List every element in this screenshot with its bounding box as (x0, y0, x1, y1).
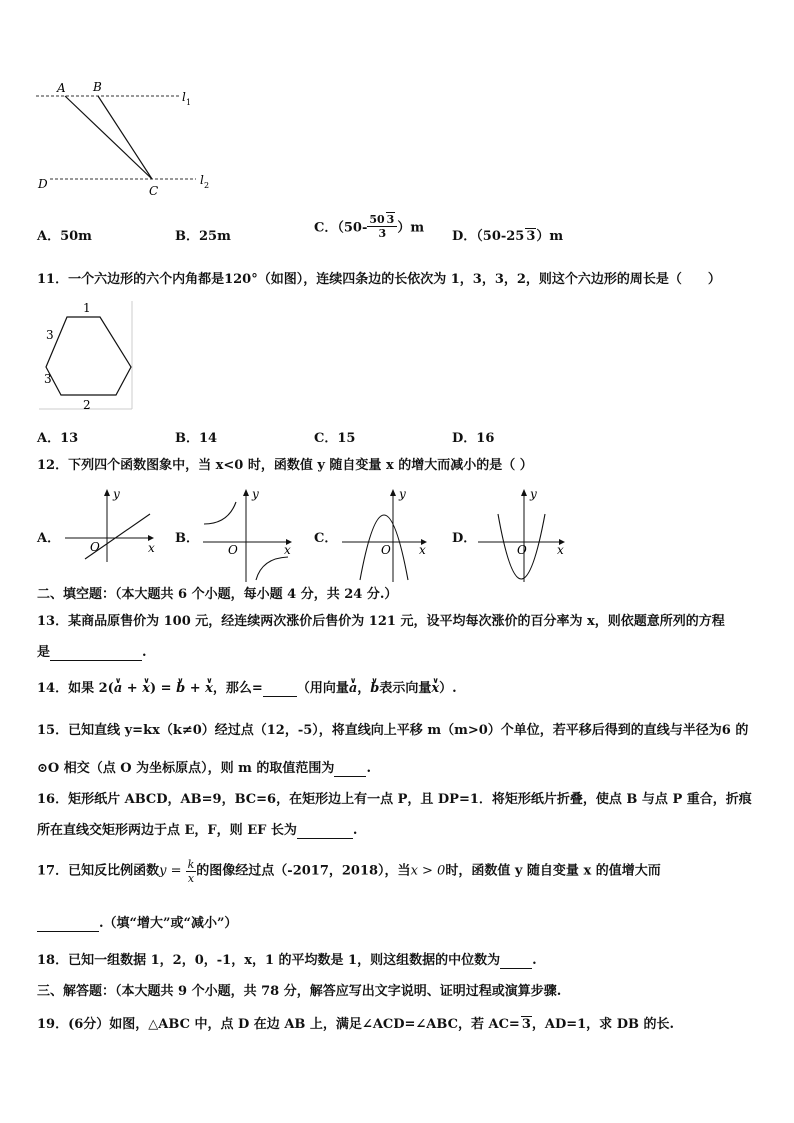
q10-c-fraction (367, 212, 397, 240)
hexagon-shape (46, 317, 131, 395)
q12-option-c: C． (314, 531, 338, 546)
q11-option-d: D．16 (452, 431, 495, 446)
q14-answer-blank[interactable] (263, 683, 297, 697)
axis-label-y: y (399, 487, 406, 501)
q10-c-suffix: ）m (397, 220, 425, 236)
q17-line2-suffix: .（填“增大”或“减小”） (99, 916, 238, 931)
q12-option-d: D． (452, 531, 477, 546)
q14-p2: ) = (149, 681, 177, 696)
q13-line2-suffix: . (142, 645, 147, 660)
origin-label: O (228, 543, 238, 557)
q17-num: k (187, 858, 195, 871)
q14-p1: 14．如果 2( (37, 681, 114, 696)
q14-vec-a: ∨ a (114, 681, 122, 697)
label-D: D (38, 177, 48, 191)
q10-c-prefix: C．（50- (314, 220, 368, 236)
q15-line2-suffix: . (366, 761, 371, 776)
y-axis-arrow (390, 489, 396, 496)
q14-p3: ，那么= (212, 681, 263, 696)
hexagon-figure (36, 297, 136, 414)
q14-plus2: + (185, 681, 206, 696)
q10-c-sqrt: 3 (386, 213, 395, 226)
label-l1: l (182, 90, 186, 104)
q16-line1: 16．矩形纸片 ABCD，AB=9，BC=6，在矩形边上有一点 P，且 DP=1．将矩形纸片折叠，使点 B 与点 P 重合，折痕 (37, 792, 752, 807)
q17-y: y (159, 863, 167, 879)
question-10-figure (30, 74, 230, 200)
axis-label-x: x (557, 543, 564, 557)
q17-answer-blank[interactable] (37, 918, 99, 932)
q18-line (37, 953, 537, 969)
q14-vec-x2: ∨ x (205, 681, 213, 697)
q12-graph-d (475, 484, 575, 584)
label-l2-sub: 2 (204, 181, 210, 190)
q15-line2 (37, 761, 371, 777)
q10-option-d (452, 225, 563, 244)
q12-option-b: B． (175, 531, 199, 546)
q13-line1: 13．某商品原售价为 100 元，经连续两次涨价后售价为 121 元，设平均每次涨价的百分率为 x，则依题意所列的方程 (37, 614, 725, 629)
q12-graph-c (337, 484, 437, 584)
axis-label-x: x (419, 543, 426, 557)
axis-label-x: x (284, 543, 291, 557)
q10-d-suffix: ）m (536, 229, 564, 244)
segment-BC (98, 96, 152, 179)
hex-label-top: 1 (83, 301, 91, 315)
q17-cond: x > 0 (410, 863, 446, 879)
section-2-heading: 二、填空题：（本大题共 6 个小题，每小题 4 分，共 24 分.） (37, 587, 398, 602)
origin-label: O (517, 543, 527, 557)
y-axis-arrow (521, 489, 527, 496)
hex-label-left-upper: 3 (46, 328, 54, 342)
q15-line1: 15．已知直线 y=kx（k≠0）经过点（12，-5），将直线向上平移 m（m>0）个单位，若平移后得到的直线与半径为6 的 (37, 723, 749, 738)
q14-p6: ）. (439, 681, 457, 696)
label-C: C (149, 184, 159, 198)
q19-prefix: 19．(6分）如图，△ABC 中，点 D 在边 AB 上，满足∠ACD=∠ABC，若 AC= (37, 1017, 520, 1032)
q19-suffix: ，AD=1，求 DB 的长. (531, 1017, 675, 1032)
axis-label-y: y (113, 487, 120, 501)
label-l1-sub: 1 (186, 98, 192, 107)
q10-d-prefix: D．（50-25 (452, 229, 525, 244)
label-A: A (57, 81, 66, 95)
q17-eq: = (166, 863, 186, 879)
q10-option-a: A．50m (37, 229, 92, 244)
q19-sqrt: 3 (521, 1017, 531, 1032)
q16-line2 (37, 823, 357, 839)
axis-label-y: y (530, 487, 537, 501)
q10-option-b: B．25m (175, 229, 231, 244)
q15-line2-prefix: ⊙O 相交（点 O 为坐标原点），则 m 的取值范围为 (37, 761, 335, 776)
q14-plus: + (122, 681, 143, 696)
q14-p5: 表示向量 (379, 681, 432, 696)
q16-answer-blank[interactable] (297, 825, 353, 839)
segment-AC (65, 96, 152, 179)
q19-line (37, 1016, 674, 1033)
q14-vec-x: ∨ x (142, 681, 150, 697)
q17-line1 (37, 858, 661, 885)
q14-vec-b: ∨ b (176, 681, 185, 697)
q16-line2-suffix: . (352, 823, 358, 838)
y-axis-arrow (104, 489, 110, 496)
axis-label-x: x (148, 541, 155, 555)
axis-label-y: y (252, 487, 259, 501)
q11-option-c: C．15 (314, 431, 356, 446)
q14-vec-b2: ∨ b (370, 681, 379, 697)
y-axis-arrow (243, 489, 249, 496)
q14-vec-a2: ∨ a (349, 681, 357, 697)
q11-option-a: A．13 (37, 431, 79, 446)
q17-den: x (187, 872, 195, 885)
q10-d-sqrt: 3 (526, 229, 536, 244)
q12-graph-b (198, 484, 298, 584)
q14-vec-x3: ∨ x (431, 681, 439, 697)
q18-suffix: . (532, 953, 537, 968)
hex-label-bottom: 2 (83, 398, 91, 412)
q17-p1: 17．已知反比例函数 (37, 863, 160, 879)
hyperbola-right-branch (256, 557, 288, 580)
q14-sep: ， (357, 681, 371, 696)
q10-option-c (314, 212, 424, 240)
q10-c-num: 50 (369, 213, 385, 226)
q12-text: 12．下列四个函数图象中，当 x<0 时，函数值 y 随自变量 x 的增大而减小的是（ ） (37, 458, 533, 473)
q17-p2: 的图像经过点（-2017，2018），当 (196, 863, 411, 879)
q18-answer-blank[interactable] (500, 955, 532, 969)
q14-line (37, 681, 457, 697)
hex-label-left-lower: 3 (44, 372, 52, 386)
q18-prefix: 18．已知一组数据 1，2，0，-1，x，1 的平均数是 1，则这组数据的中位数为 (37, 953, 501, 968)
q12-graph-a (60, 484, 160, 564)
origin-label: O (381, 543, 391, 557)
origin-label: O (90, 540, 100, 554)
q17-line2 (37, 916, 237, 932)
q14-p4: （用向量 (296, 681, 349, 696)
q12-option-a: A． (37, 531, 61, 546)
q17-p3: 时，函数值 y 随自变量 x 的值增大而 (445, 863, 661, 879)
q13-answer-blank[interactable] (50, 647, 142, 661)
label-B: B (93, 80, 102, 94)
label-l2: l (200, 173, 204, 187)
q15-answer-blank[interactable] (334, 763, 366, 777)
q13-line2-prefix: 是 (37, 645, 51, 660)
hyperbola-left-branch (204, 502, 236, 524)
q13-line2 (37, 645, 147, 661)
q11-option-b: B．14 (175, 431, 218, 446)
q17-fraction (186, 858, 197, 885)
q16-line2-prefix: 所在直线交矩形两边于点 E，F，则 EF 长为 (37, 823, 297, 838)
section-3-heading: 三、解答题：（本大题共 9 个小题，共 78 分，解答应写出文字说明、证明过程或演算步骤. (37, 984, 562, 999)
q10-c-den: 3 (378, 227, 387, 240)
q11-text: 11．一个六边形的六个内角都是120°（如图），连续四条边的长依次为 1，3，3，2，则这个六边形的周长是（ ） (37, 272, 721, 287)
